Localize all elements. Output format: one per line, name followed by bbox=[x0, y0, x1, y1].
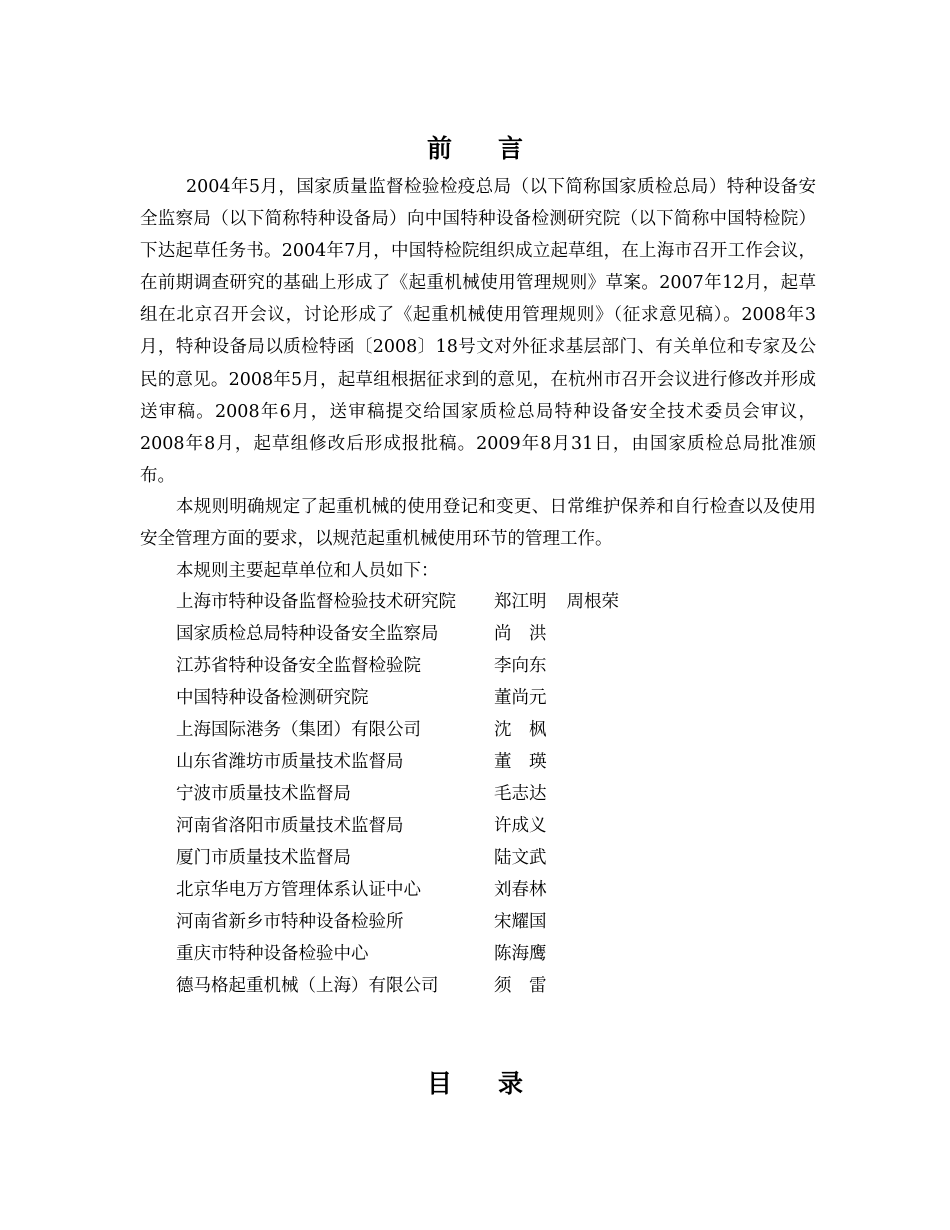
committee-row bbox=[176, 746, 619, 778]
committee-person-name: 董 瑛 bbox=[494, 752, 547, 772]
committee-row bbox=[176, 810, 619, 842]
committee-person-name: 周根荣 bbox=[566, 592, 619, 612]
committee-person-name: 陆文武 bbox=[494, 848, 547, 868]
committee-organization: 国家质检总局特种设备安全监察局 bbox=[176, 624, 439, 644]
committee-persons bbox=[494, 906, 547, 938]
committee-person-name: 郑江明 bbox=[494, 592, 547, 612]
committee-organization: 德马格起重机械（上海）有限公司 bbox=[176, 976, 439, 996]
committee-persons bbox=[494, 714, 547, 746]
committee-row bbox=[176, 938, 619, 970]
committee-person-name: 尚 洪 bbox=[494, 624, 547, 644]
committee-persons bbox=[494, 618, 547, 650]
committee-persons bbox=[494, 778, 547, 810]
committee-organization: 厦门市质量技术监督局 bbox=[176, 848, 351, 868]
committee-person-name: 毛志达 bbox=[494, 784, 547, 804]
preface-paragraph-drafters-intro: 本规则主要起草单位和人员如下： bbox=[176, 561, 439, 581]
committee-row bbox=[176, 970, 619, 1002]
committee-persons bbox=[494, 874, 547, 906]
committee-person-name: 许成义 bbox=[494, 816, 547, 836]
toc-heading: 目录 bbox=[426, 1069, 569, 1098]
committee-person-name: 沈 枫 bbox=[494, 720, 547, 740]
committee-persons bbox=[494, 650, 547, 682]
preface-paragraph-scope: 本规则明确规定了起重机械的使用登记和变更、日常维护保养和自行检查以及使用安全管理方面的要求，以规范起重机械使用环节的管理工作。 bbox=[140, 497, 816, 550]
committee-person-name: 须 雷 bbox=[494, 976, 547, 996]
committee-person-name: 陈海鹰 bbox=[494, 944, 547, 964]
committee-person-name: 宋耀国 bbox=[494, 912, 547, 932]
committee-organization: 河南省新乡市特种设备检验所 bbox=[176, 912, 404, 932]
preface-paragraph-history: 2004年5月，国家质量监督检验检疫总局（以下简称国家质检总局）特种设备安全监察局（以下简称特种设备局）向中国特种设备检测研究院（以下简称中国特检院）下达起草任务书。2004年7月，中国特检院组织成立起草组，在上海市召开工作会议，在前期调查研究的基础上形成了《起重机械使用管理规则》草案。2007年12月，起草组在北京召开会议，讨论形成了《起重机械使用管理规则》（征求意见稿）。2008年3月，特种设备局以质检特函〔2008〕18号文对外征求基层部门、有关单位和专家及公民的意见。2008年5月，起草组根据征求到的意见，在杭州市召开会议进行修改并形成送审稿。2008年6月，送审稿提交给国家质检总局特种设备安全技术委员会审议，2008年8月，起草组修改后形成报批稿。2009年8月31日，由国家质检总局批准颁布。 bbox=[140, 177, 816, 486]
drafting-committee-list bbox=[176, 586, 619, 1002]
committee-row bbox=[176, 586, 619, 618]
preface-heading: 前言 bbox=[426, 134, 569, 163]
committee-person-name: 刘春林 bbox=[494, 880, 547, 900]
committee-row bbox=[176, 714, 619, 746]
committee-organization: 上海国际港务（集团）有限公司 bbox=[176, 720, 421, 740]
committee-persons bbox=[494, 586, 619, 618]
committee-organization: 北京华电万方管理体系认证中心 bbox=[176, 880, 421, 900]
committee-organization: 山东省潍坊市质量技术监督局 bbox=[176, 752, 404, 772]
committee-persons bbox=[494, 810, 547, 842]
committee-persons bbox=[494, 746, 547, 778]
committee-row bbox=[176, 682, 619, 714]
committee-row bbox=[176, 906, 619, 938]
committee-organization: 宁波市质量技术监督局 bbox=[176, 784, 351, 804]
committee-organization: 河南省洛阳市质量技术监督局 bbox=[176, 816, 404, 836]
committee-organization: 重庆市特种设备检验中心 bbox=[176, 944, 369, 964]
committee-persons bbox=[494, 682, 547, 714]
committee-row bbox=[176, 650, 619, 682]
committee-row bbox=[176, 618, 619, 650]
committee-person-name: 董尚元 bbox=[494, 688, 547, 708]
committee-row bbox=[176, 778, 619, 810]
committee-organization: 上海市特种设备监督检验技术研究院 bbox=[176, 592, 456, 612]
committee-row bbox=[176, 842, 619, 874]
committee-organization: 中国特种设备检测研究院 bbox=[176, 688, 369, 708]
committee-persons bbox=[494, 842, 547, 874]
committee-persons bbox=[494, 938, 547, 970]
committee-organization: 江苏省特种设备安全监督检验院 bbox=[176, 656, 421, 676]
committee-person-name: 李向东 bbox=[494, 656, 547, 676]
committee-row bbox=[176, 874, 619, 906]
committee-persons bbox=[494, 970, 547, 1002]
